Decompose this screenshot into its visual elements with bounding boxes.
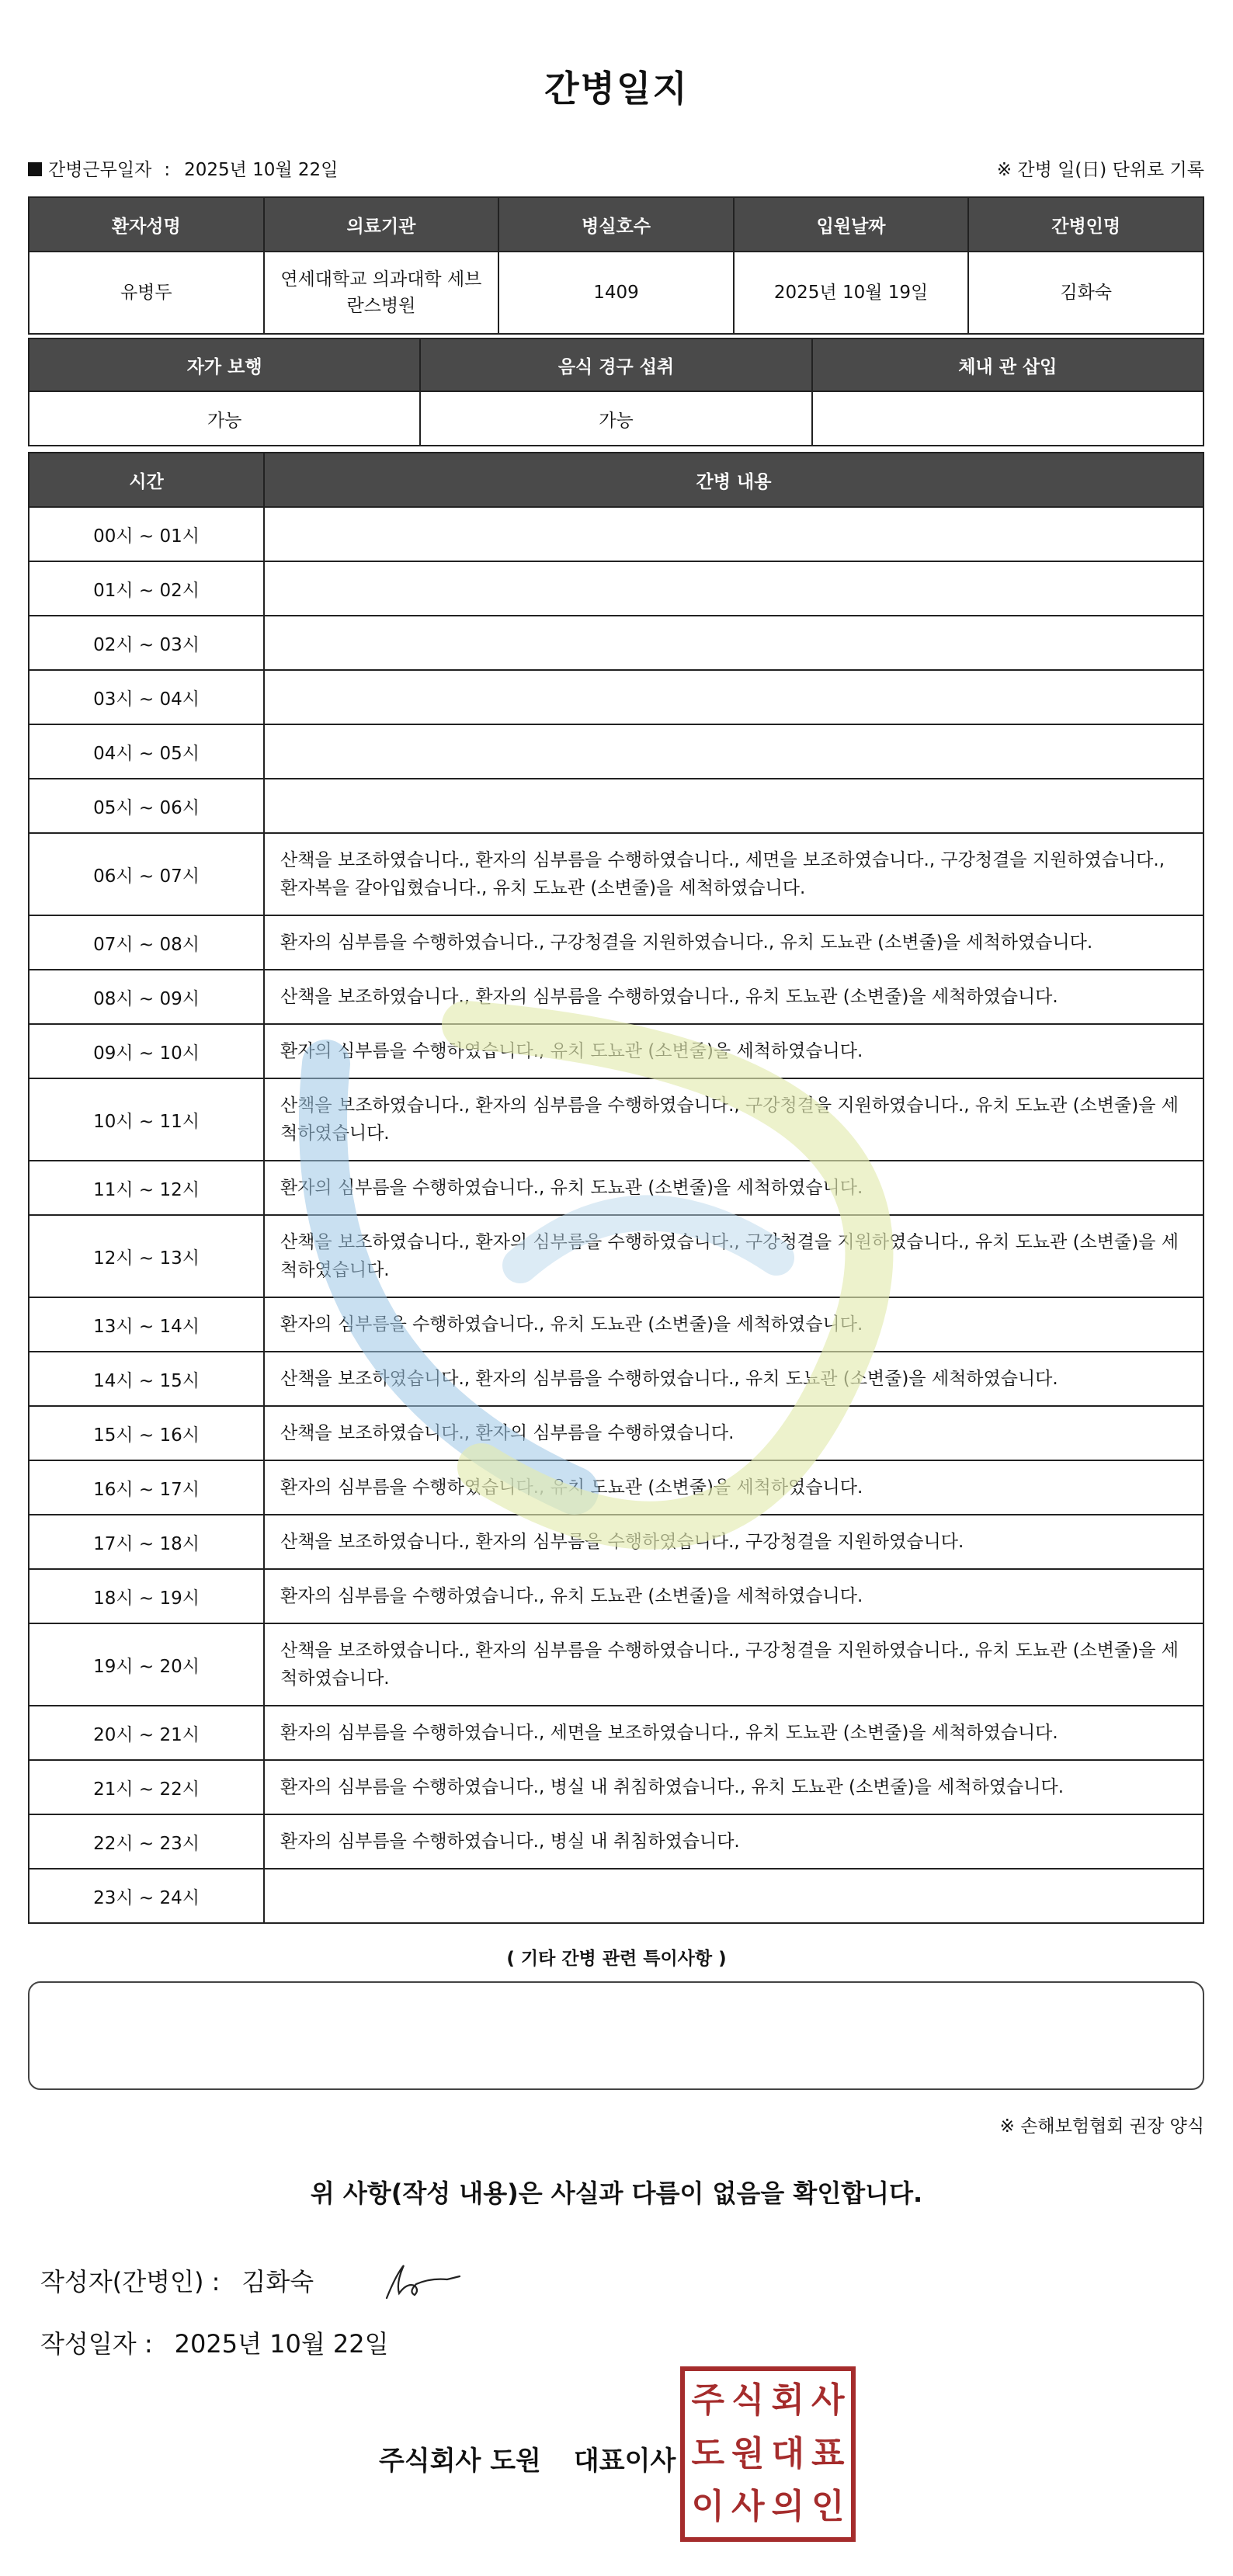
row-time: 23시 ~ 24시 <box>29 1869 264 1923</box>
seal-character: 사 <box>731 2487 765 2527</box>
header-room-number: 병실호수 <box>498 197 734 252</box>
row-care-content: 환자의 심부름을 수행하였습니다., 유치 도뇨관 (소변줄)을 세척하였습니다. <box>264 1024 1203 1078</box>
special-notes-title: ( 기타 간병 관련 특이사항 ) <box>506 1949 727 1969</box>
row-time: 04시 ~ 05시 <box>29 724 264 779</box>
special-notes-box <box>28 1981 1204 2090</box>
row-time: 14시 ~ 15시 <box>29 1352 264 1406</box>
row-care-content <box>264 724 1203 779</box>
row-care-content: 산책을 보조하였습니다., 환자의 심부름을 수행하였습니다., 유치 도뇨관 (소변줄)을 세척하였습니다. <box>264 970 1203 1024</box>
row-care-content <box>264 507 1203 561</box>
header-admission-date: 입원날짜 <box>734 197 969 252</box>
row-time: 15시 ~ 16시 <box>29 1406 264 1460</box>
seal-character: 표 <box>811 2433 845 2474</box>
written-date-label: 작성일자 : <box>40 2329 153 2359</box>
writer-name: 김화숙 <box>241 2267 314 2297</box>
row-time: 20시 ~ 21시 <box>29 1706 264 1760</box>
care-log-table <box>28 452 1204 1924</box>
row-time: 19시 ~ 20시 <box>29 1623 264 1706</box>
table-row <box>29 1215 1203 1297</box>
row-time: 06시 ~ 07시 <box>29 833 264 915</box>
caregiver-name: 김화숙 <box>968 252 1203 334</box>
seal-character: 이 <box>691 2487 724 2527</box>
row-time: 00시 ~ 01시 <box>29 507 264 561</box>
table-row <box>29 833 1203 915</box>
header-catheter: 체내 관 삽입 <box>812 338 1203 391</box>
self-walking-value: 가능 <box>29 391 420 446</box>
catheter-value <box>812 391 1203 446</box>
row-time: 11시 ~ 12시 <box>29 1161 264 1215</box>
row-time: 09시 ~ 10시 <box>29 1024 264 1078</box>
company-name: 주식회사 도원 <box>379 2446 541 2477</box>
header-oral-intake: 음식 경구 섭취 <box>420 338 811 391</box>
work-date-label: 간병근무일자 <box>48 160 152 180</box>
header-time: 시간 <box>29 453 264 507</box>
row-care-content: 산책을 보조하였습니다., 환자의 심부름을 수행하였습니다., 구강청결을 지원하였습니다. <box>264 1515 1203 1569</box>
table-row <box>29 1814 1203 1869</box>
company-seal <box>680 2366 856 2542</box>
writer-label: 작성자(간병인) : <box>40 2267 221 2297</box>
table-row <box>29 561 1203 616</box>
written-date-line <box>40 2324 389 2360</box>
work-date-colon: : <box>164 160 171 180</box>
table-row <box>29 1515 1203 1569</box>
row-care-content: 환자의 심부름을 수행하였습니다., 유치 도뇨관 (소변줄)을 세척하였습니다. <box>264 1297 1203 1352</box>
row-time: 16시 ~ 17시 <box>29 1460 264 1515</box>
row-care-content: 산책을 보조하였습니다., 환자의 심부름을 수행하였습니다., 구강청결을 지원하였습니다., 유치 도뇨관 (소변줄)을 세척하였습니다. <box>264 1078 1203 1161</box>
seal-character: 원 <box>731 2433 765 2474</box>
row-care-content: 환자의 심부름을 수행하였습니다., 구강청결을 지원하였습니다., 유치 도뇨관 (소변줄)을 세척하였습니다. <box>264 915 1203 970</box>
work-date <box>28 155 338 181</box>
row-care-content <box>264 561 1203 616</box>
header-caregiver-name: 간병인명 <box>968 197 1203 252</box>
row-time: 03시 ~ 04시 <box>29 670 264 724</box>
table-row <box>29 1569 1203 1623</box>
row-time: 01시 ~ 02시 <box>29 561 264 616</box>
table-row <box>29 1869 1203 1923</box>
row-care-content: 환자의 심부름을 수행하였습니다., 병실 내 취침하였습니다., 유치 도뇨관 (소변줄)을 세척하였습니다. <box>264 1760 1203 1814</box>
row-care-content <box>264 779 1203 833</box>
row-care-content <box>264 616 1203 670</box>
seal-character: 회 <box>771 2380 804 2420</box>
record-note: ※ 간병 일(日) 단위로 기록 <box>996 160 1204 180</box>
table-row <box>29 1024 1203 1078</box>
confirmation-statement: 위 사항(작성 내용)은 사실과 다름이 없음을 확인합니다. <box>310 2178 923 2208</box>
table-row <box>29 670 1203 724</box>
row-care-content <box>264 1869 1203 1923</box>
header-self-walking: 자가 보행 <box>29 338 420 391</box>
row-care-content: 산책을 보조하였습니다., 환자의 심부름을 수행하였습니다. <box>264 1406 1203 1460</box>
table-row <box>29 616 1203 670</box>
table-row <box>29 724 1203 779</box>
table-row <box>29 1760 1203 1814</box>
work-date-value: 2025년 10월 22일 <box>184 160 339 180</box>
header-patient-name: 환자성명 <box>29 197 264 252</box>
patient-status-table <box>28 338 1204 446</box>
document-title: 간병일지 <box>544 68 689 109</box>
company-representative: 대표이사 <box>573 2446 676 2477</box>
table-row <box>29 1406 1203 1460</box>
row-time: 22시 ~ 23시 <box>29 1814 264 1869</box>
seal-character: 도 <box>691 2433 724 2474</box>
writer-line <box>40 2262 314 2298</box>
row-care-content: 환자의 심부름을 수행하였습니다., 병실 내 취침하였습니다. <box>264 1814 1203 1869</box>
seal-character: 의 <box>771 2487 804 2527</box>
header-care-content: 간병 내용 <box>264 453 1203 507</box>
row-care-content: 산책을 보조하였습니다., 환자의 심부름을 수행하였습니다., 유치 도뇨관 (소변줄)을 세척하였습니다. <box>264 1352 1203 1406</box>
table-row <box>29 1352 1203 1406</box>
seal-character: 인 <box>811 2487 845 2527</box>
header-hospital: 의료기관 <box>264 197 499 252</box>
row-care-content: 환자의 심부름을 수행하였습니다., 유치 도뇨관 (소변줄)을 세척하였습니다. <box>264 1569 1203 1623</box>
row-time: 08시 ~ 09시 <box>29 970 264 1024</box>
row-care-content: 환자의 심부름을 수행하였습니다., 유치 도뇨관 (소변줄)을 세척하였습니다. <box>264 1161 1203 1215</box>
table-row <box>29 915 1203 970</box>
room-number: 1409 <box>498 252 734 334</box>
written-date-value: 2025년 10월 22일 <box>174 2329 389 2359</box>
recommended-form-note: ※ 손해보험협회 권장 양식 <box>999 2116 1204 2137</box>
seal-character: 사 <box>811 2380 845 2420</box>
table-row <box>29 1161 1203 1215</box>
table-row <box>29 779 1203 833</box>
hospital-name: 연세대학교 의과대학 세브란스병원 <box>264 252 499 334</box>
patient-info-table <box>28 196 1204 335</box>
seal-character: 대 <box>771 2433 804 2474</box>
row-time: 21시 ~ 22시 <box>29 1760 264 1814</box>
table-row <box>29 1706 1203 1760</box>
table-row <box>29 1297 1203 1352</box>
row-time: 13시 ~ 14시 <box>29 1297 264 1352</box>
table-row <box>29 1623 1203 1706</box>
seal-character: 식 <box>731 2380 765 2420</box>
patient-name: 유병두 <box>29 252 264 334</box>
table-row <box>29 970 1203 1024</box>
handwritten-signature <box>373 2259 466 2306</box>
meta-row <box>28 155 1204 183</box>
row-care-content: 환자의 심부름을 수행하였습니다., 세면을 보조하였습니다., 유치 도뇨관 (소변줄)을 세척하였습니다. <box>264 1706 1203 1760</box>
bullet-square-icon <box>28 162 42 176</box>
admission-date: 2025년 10월 19일 <box>734 252 969 334</box>
row-time: 12시 ~ 13시 <box>29 1215 264 1297</box>
row-time: 18시 ~ 19시 <box>29 1569 264 1623</box>
row-care-content: 환자의 심부름을 수행하였습니다., 유치 도뇨관 (소변줄)을 세척하였습니다. <box>264 1460 1203 1515</box>
row-time: 17시 ~ 18시 <box>29 1515 264 1569</box>
oral-intake-value: 가능 <box>420 391 811 446</box>
row-time: 10시 ~ 11시 <box>29 1078 264 1161</box>
row-care-content: 산책을 보조하였습니다., 환자의 심부름을 수행하였습니다., 세면을 보조하였습니다., 구강청결을 지원하였습니다., 환자복을 갈아입혔습니다., 유치 도뇨관 (소변줄)을 세척하였습니다. <box>264 833 1203 915</box>
seal-character: 주 <box>691 2380 724 2420</box>
row-care-content <box>264 670 1203 724</box>
table-row <box>29 507 1203 561</box>
row-care-content: 산책을 보조하였습니다., 환자의 심부름을 수행하였습니다., 구강청결을 지원하였습니다., 유치 도뇨관 (소변줄)을 세척하였습니다. <box>264 1215 1203 1297</box>
company-line <box>379 2439 676 2477</box>
table-row <box>29 1460 1203 1515</box>
row-time: 02시 ~ 03시 <box>29 616 264 670</box>
row-time: 07시 ~ 08시 <box>29 915 264 970</box>
row-care-content: 산책을 보조하였습니다., 환자의 심부름을 수행하였습니다., 구강청결을 지원하였습니다., 유치 도뇨관 (소변줄)을 세척하였습니다. <box>264 1623 1203 1706</box>
table-row <box>29 1078 1203 1161</box>
row-time: 05시 ~ 06시 <box>29 779 264 833</box>
